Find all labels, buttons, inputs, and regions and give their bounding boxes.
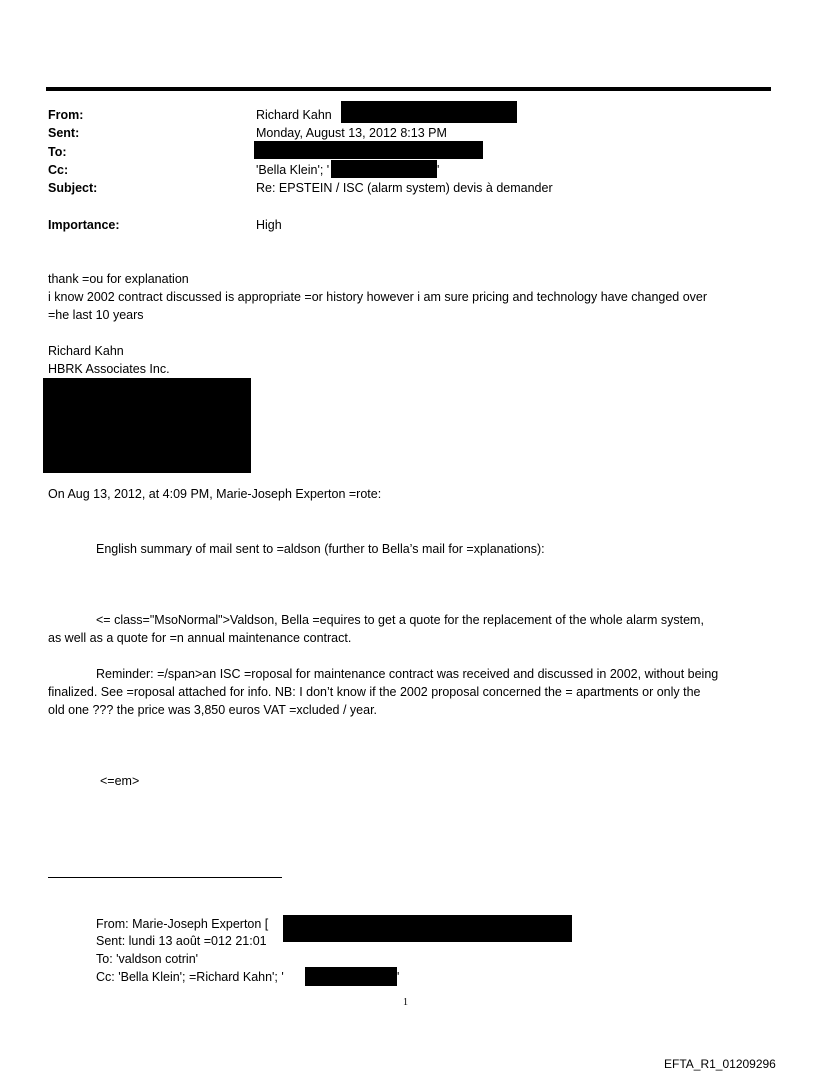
redaction-forwarded-from-email bbox=[283, 915, 572, 942]
em-tag-text: <=em> bbox=[100, 774, 140, 788]
paragraph-2-line-2: finalized. See =roposal attached for info. NB: I don’t know if the 2002 proposal concerned the = apartments or only the bbox=[48, 685, 701, 699]
cc-value-prefix: 'Bella Klein'; ' bbox=[256, 163, 330, 177]
body-line-2: i know 2002 contract discussed is appropriate =or history however i am sure pricing and technology have changed over bbox=[48, 290, 708, 304]
forwarded-to: To: 'valdson cotrin' bbox=[96, 952, 199, 966]
to-label: To: bbox=[48, 145, 67, 159]
paragraph-1-line-1: <= class="MsoNormal">Valdson, Bella =equires to get a quote for the replacement of the whole alarm system, bbox=[96, 613, 704, 627]
header-rule bbox=[46, 87, 771, 91]
body-line-3: =he last 10 years bbox=[48, 308, 144, 322]
redaction-to-recipients bbox=[254, 141, 483, 159]
forwarded-from: From: Marie-Joseph Experton [ bbox=[96, 917, 269, 931]
forwarded-sent: Sent: lundi 13 août =012 21:01 bbox=[96, 934, 267, 948]
importance-value: High bbox=[256, 218, 282, 232]
redaction-cc-recipient bbox=[331, 160, 440, 178]
subject-label: Subject: bbox=[48, 181, 98, 195]
redaction-forwarded-cc bbox=[305, 967, 400, 986]
document-id-footer: EFTA_R1_01209296 bbox=[664, 1057, 776, 1071]
paragraph-2-line-3: old one ??? the price was 3,850 euros VAT =xcluded / year. bbox=[48, 703, 378, 717]
signature-company: HBRK Associates Inc. bbox=[48, 362, 170, 376]
forward-separator-rule bbox=[48, 877, 282, 878]
signature-name: Richard Kahn bbox=[48, 344, 124, 358]
forwarded-cc-suffix: ' bbox=[397, 970, 400, 984]
forwarded-cc-prefix: Cc: 'Bella Klein'; =Richard Kahn'; ' bbox=[96, 970, 284, 984]
redaction-from-email bbox=[341, 101, 517, 123]
paragraph-1-line-2: as well as a quote for =n annual maintenance contract. bbox=[48, 631, 352, 645]
importance-label: Importance: bbox=[48, 218, 120, 232]
sent-value: Monday, August 13, 2012 8:13 PM bbox=[256, 126, 447, 140]
from-label: From: bbox=[48, 108, 84, 122]
sent-label: Sent: bbox=[48, 126, 80, 140]
body-line-1: thank =ou for explanation bbox=[48, 272, 189, 286]
page-number: 1 bbox=[403, 997, 408, 1008]
cc-value-suffix: ' bbox=[437, 163, 440, 177]
subject-value: Re: EPSTEIN / ISC (alarm system) devis à demander bbox=[256, 181, 553, 195]
redaction-signature-block bbox=[43, 378, 251, 473]
from-value: Richard Kahn bbox=[256, 108, 332, 122]
paragraph-2-line-1: Reminder: =/span>an ISC =roposal for maintenance contract was received and discussed in 2002, without being bbox=[96, 667, 719, 681]
quote-intro: On Aug 13, 2012, at 4:09 PM, Marie-Joseph Experton =rote: bbox=[48, 487, 382, 501]
cc-label: Cc: bbox=[48, 163, 69, 177]
summary-line: English summary of mail sent to =aldson (further to Bella’s mail for =xplanations): bbox=[96, 542, 545, 556]
